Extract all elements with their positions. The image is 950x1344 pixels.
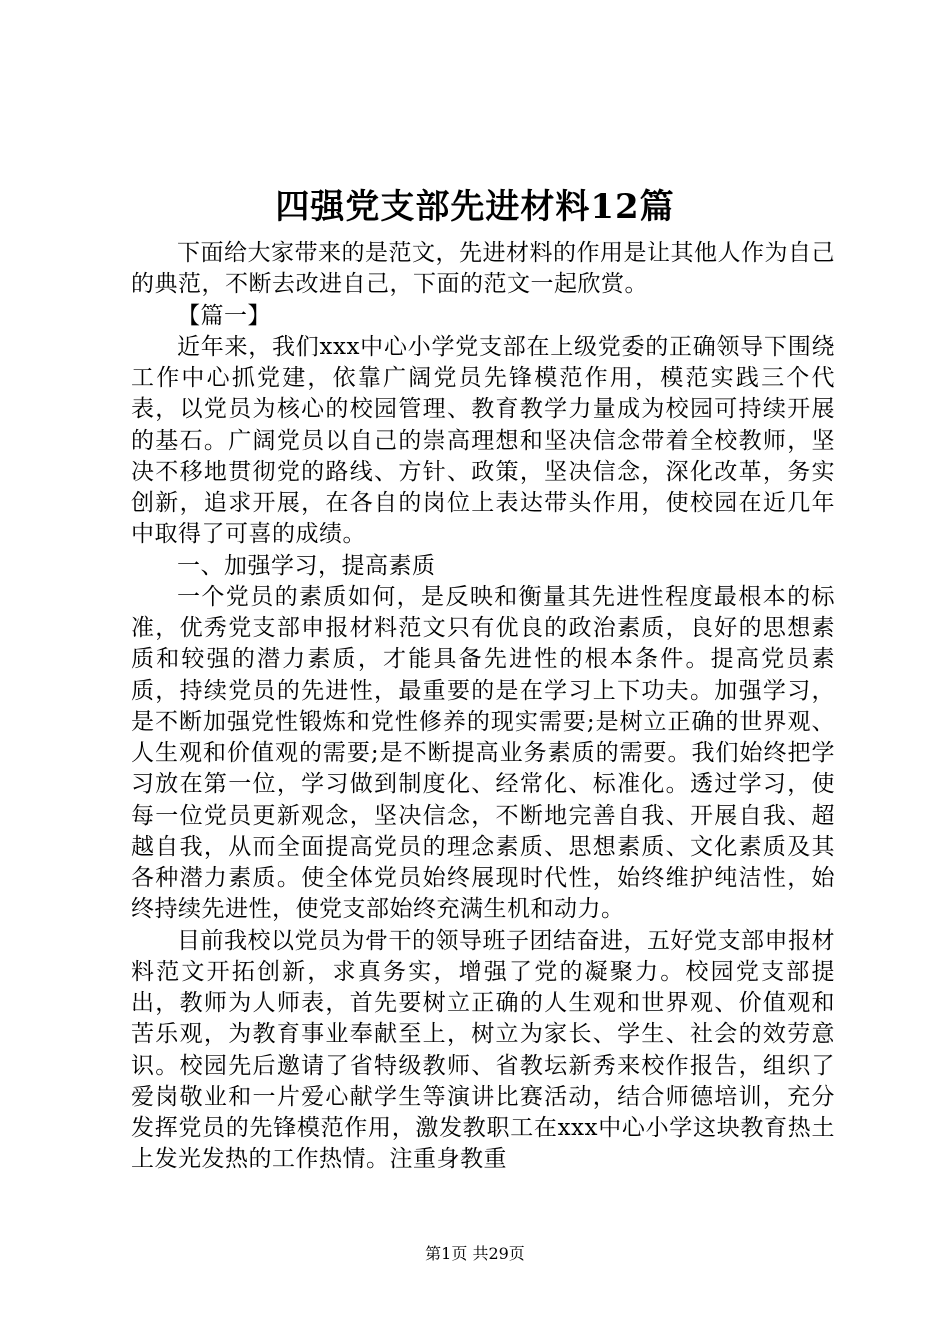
section-heading-study: 一、加强学习，提高素质	[177, 552, 436, 579]
section-heading-part-one: 【篇一】	[177, 302, 271, 329]
paragraph-overview: 近年来，我们xxx中心小学党支部在上级党委的正确领导下围绕工作中心抓党建，依靠广阔党员先锋模范作用，模范实践三个代表，以党员为核心的校园管理、教育教学力量成为校园可持续开展的基石。广阔党员以自己的崇高理想和坚决信念带着全校教师，坚决不移地贯彻党的路线、方针、政策，坚决信念，深化改革，务实创新，追求开展，在各自的岗位上表达带头作用，使校园在近几年中取得了可喜的成绩。	[131, 333, 835, 548]
paragraph-study: 一个党员的素质如何，是反映和衡量其先进性程度最根本的标准，优秀党支部申报材料范文只有优良的政治素质，良好的思想素质和较强的潜力素质，才能具备先进性的根本条件。提高党员素质，持续党员的先进性，最重要的是在学习上下功夫。加强学习，是不断加强党性锻炼和党性修养的现实需要;是树立正确的世界观、人生观和价值观的需要;是不断提高业务素质的需要。我们始终把学习放在第一位，学习做到制度化、经常化、标准化。透过学习，使每一位党员更新观念，坚决信念，不断地完善自我、开展自我、超越自我，从而全面提高党员的理念素质、思想素质、文化素质及其各种潜力素质。使全体党员始终展现时代性，始终维护纯洁性，始终持续先进性，使党支部始终充满生机和动力。	[131, 583, 835, 923]
document-title: 四强党支部先进材料12篇	[275, 187, 675, 227]
document-body	[131, 238, 835, 1176]
paragraph-leadership: 目前我校以党员为骨干的领导班子团结奋进，五好党支部申报材料范文开拓创新，求真务实，增强了党的凝聚力。校园党支部提出，教师为人师表，首先要树立正确的人生观和世界观、价值观和苦乐观，为教育事业奉献至上，树立为家长、学生、社会的效劳意识。校园先后邀请了省特级教师、省教坛新秀来校作报告，组织了爱岗敬业和一片爱心献学生等演讲比赛活动，结合师德培训，充分发挥党员的先锋模范作用，激发教职工在xxx中心小学这块教育热土上发光发热的工作热情。注重身教重	[131, 927, 835, 1173]
paragraph-intro: 下面给大家带来的是范文，先进材料的作用是让其他人作为自己的典范，不断去改进自己，下面的范文一起欣赏。	[131, 240, 835, 298]
page-footer: 第1页 共29页	[425, 1244, 525, 1263]
